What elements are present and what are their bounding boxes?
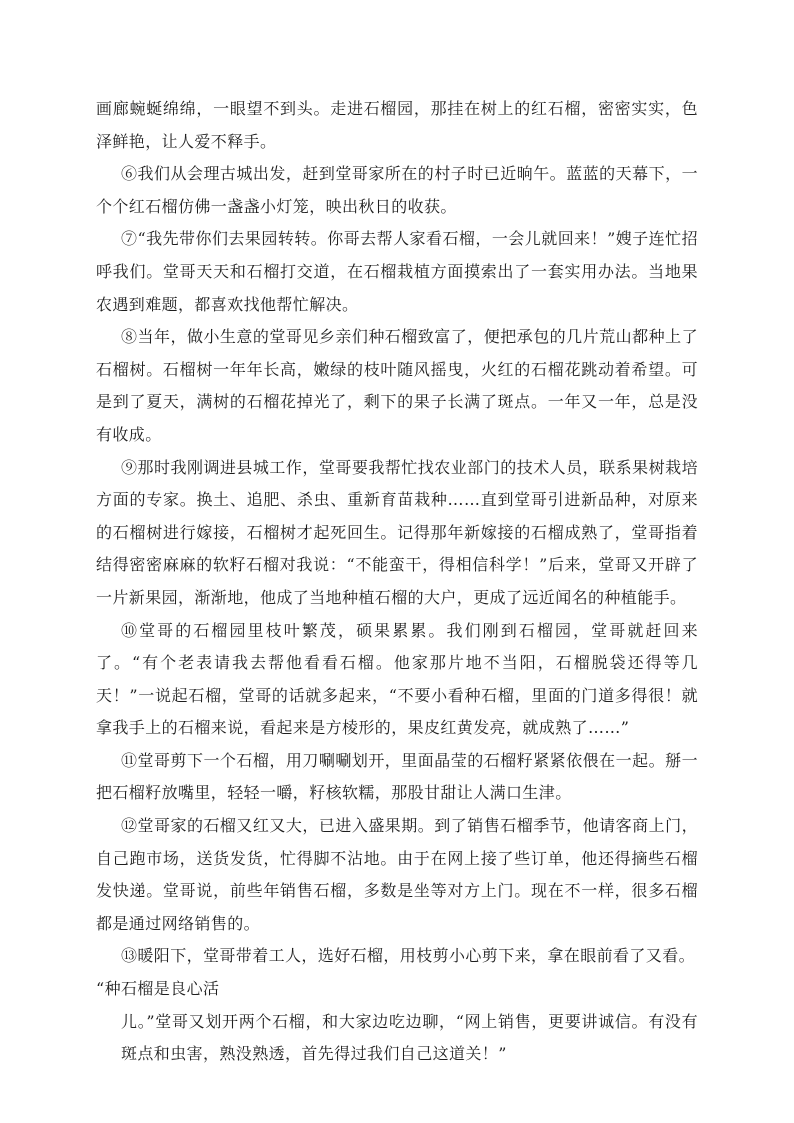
paragraph-10: ⑩堂哥的石榴园里枝叶繁茂，硕果累累。我们刚到石榴园，堂哥就赶回来了。“有个老表请我去帮他看看石榴。他家那片地不当阳，石榴脱袋还得等几天！”一说起石榴，堂哥的话就多起来，“不要小看种石榴，里面的门道多得很！就拿我手上的石榴来说，看起来是方棱形的，果皮红黄发亮，就成熟了……” [96,620,698,738]
paragraph-11: ⑪堂哥剪下一个石榴，用刀唰唰划开，里面晶莹的石榴籽紧紧依偎在一起。掰一把石榴籽放嘴里，轻轻一嚼，籽核软糯，那股甘甜让人满口生津。 [96,750,698,803]
paragraph-7: ⑦“我先带你们去果园转转。你哥去帮人家看石榴，一会儿就回来！”嫂子连忙招呼我们。堂哥天天和石榴打交道，在石榴栽植方面摸索出了一套实用办法。当地果农遇到难题，都喜欢找他帮忙解决。 [96,229,698,314]
paragraph-13-quote-start: “种石榴是良心活 [96,979,220,999]
paragraph-13-quote-continued: 儿。”堂哥又划开两个石榴，和大家边吃边聊，“网上销售，更要讲诚信。有没有斑点和虫害，熟没熟透，首先得过我们自己这道关！” [121,1011,698,1064]
paragraph-continuation: 画廊蜿蜒绵绵，一眼望不到头。走进石榴园，那挂在树上的红石榴，密密实实，色泽鲜艳，让人爱不释手。 [96,99,698,151]
paragraph-12: ⑫堂哥家的石榴又红又大，已进入盛果期。到了销售石榴季节，他请客商上门，自己跑市场，送货发货，忙得脚不沾地。由于在网上接了些订单，他还得摘些石榴发快递。堂哥说，前些年销售石榴，多数是坐等对方上门。现在不一样，很多石榴都是通过网络销售的。 [96,816,698,933]
document-page [96,93,698,1071]
paragraph-13: ⑬暖阳下，堂哥带着工人，选好石榴，用枝剪小心剪下来，拿在眼前看了又看。 [121,946,696,966]
paragraph-9: ⑨那时我刚调进县城工作，堂哥要我帮忙找农业部门的技术人员，联系果树栽培方面的专家。换土、追肥、杀虫、重新育苗栽种……直到堂哥引进新品种，对原来的石榴树进行嫁接，石榴树才起死回生。记得那年新嫁接的石榴成熟了，堂哥指着结得密密麻麻的软籽石榴对我说：“不能蛮干，得相信科学！”后来，堂哥又开辟了一片新果园，渐渐地，他成了当地种植石榴的大户，更成了远近闻名的种植能手。 [96,457,698,607]
paragraph-6: ⑥我们从会理古城出发，赶到堂哥家所在的村子时已近晌午。蓝蓝的天幕下，一个个红石榴仿佛一盏盏小灯笼，映出秋日的收获。 [96,164,698,216]
paragraph-8: ⑧当年，做小生意的堂哥见乡亲们种石榴致富了，便把承包的几片荒山都种上了石榴树。石榴树一年年长高，嫩绿的枝叶随风摇曳，火红的石榴花跳动着希望。可是到了夏天，满树的石榴花掉光了，剩下的果子长满了斑点。一年又一年，总是没有收成。 [96,327,698,444]
